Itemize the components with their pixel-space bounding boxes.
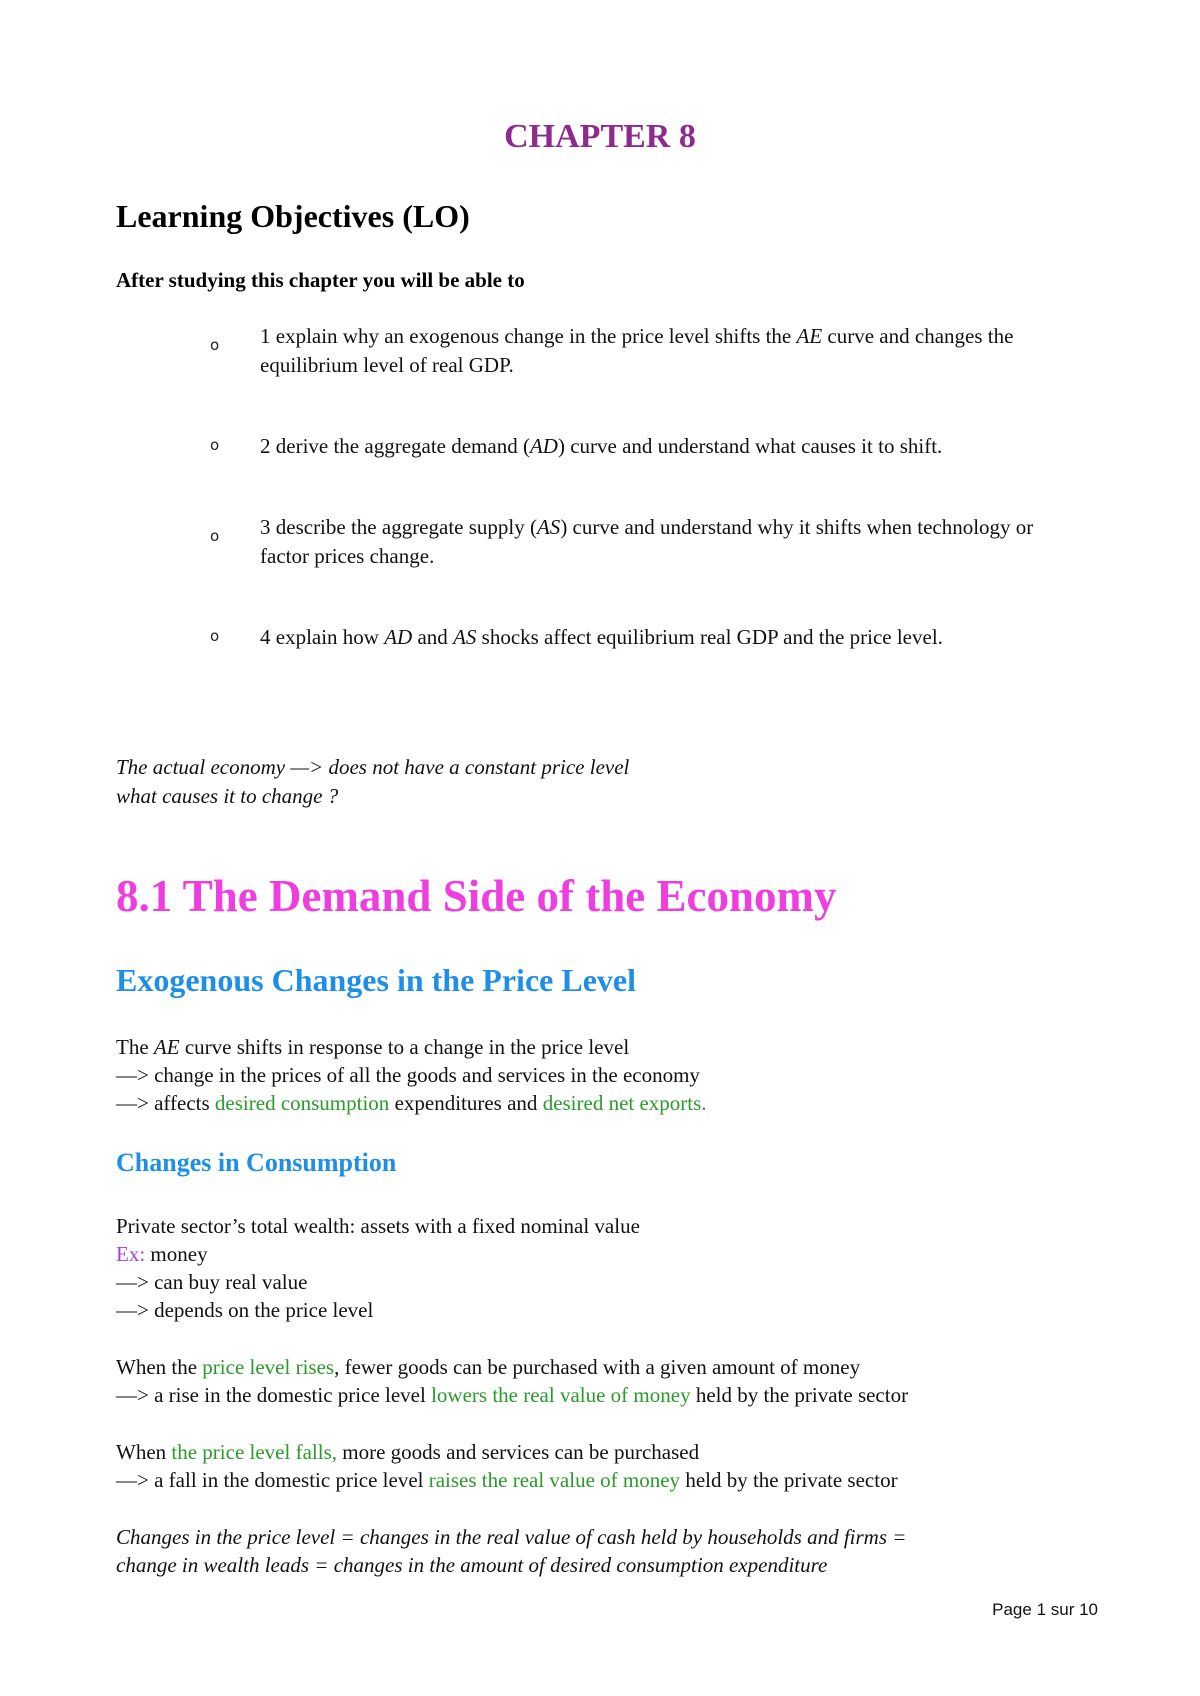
paragraph-line: The AE curve shifts in response to a change in the price level xyxy=(116,1035,630,1059)
page-number: Page 1 sur 10 xyxy=(992,1600,1098,1619)
paragraph-line: When the price level rises, fewer goods can be purchased with a given amount of money xyxy=(116,1355,861,1379)
sub-subsection-title: Changes in Consumption xyxy=(116,1148,397,1177)
paragraph-line: Private sector’s total wealth: assets with a fixed nominal value xyxy=(116,1214,640,1238)
objective-text: 2 derive the aggregate demand (AD) curve and understand what causes it to shift. xyxy=(260,434,943,458)
italic-summary-line: change in wealth leads = changes in the amount of desired consumption expenditure xyxy=(116,1553,828,1577)
objective-text: 1 explain why an exogenous change in the price level shifts the AE curve and changes the equilibrium level of real GDP. xyxy=(260,324,1014,377)
paragraph-line: —> can buy real value xyxy=(116,1270,308,1294)
paragraph-line: —> a fall in the domestic price level raises the real value of money held by the private sector xyxy=(116,1468,898,1492)
italic-note: The actual economy —> does not have a constant price level xyxy=(116,755,630,779)
learning-objectives-intro: After studying this chapter you will be able to xyxy=(116,268,525,292)
bullet-circle-icon: o xyxy=(210,336,220,354)
section-title: 8.1 The Demand Side of the Economy xyxy=(116,871,837,921)
bullet-circle-icon: o xyxy=(210,527,220,545)
example-label: Ex: xyxy=(116,1242,146,1266)
learning-objectives-heading: Learning Objectives (LO) xyxy=(116,198,470,234)
objective-text: 3 describe the aggregate supply (AS) curve and understand why it shifts when technology or factor prices change. xyxy=(260,515,1034,568)
objective-text: 4 explain how AD and AS shocks affect equilibrium real GDP and the price level. xyxy=(260,625,943,649)
paragraph-line: —> affects desired consumption expenditures and desired net exports. xyxy=(116,1091,707,1115)
italic-summary-line: Changes in the price level = changes in the real value of cash held by households and firms = xyxy=(116,1525,907,1549)
paragraph-line: Ex: money xyxy=(116,1242,208,1266)
bullet-circle-icon: o xyxy=(210,436,220,454)
paragraph-line: —> a rise in the domestic price level lowers the real value of money held by the private sector xyxy=(116,1383,909,1407)
subsection-title: Exogenous Changes in the Price Level xyxy=(116,962,636,998)
chapter-title: CHAPTER 8 xyxy=(504,118,696,155)
paragraph-line: —> change in the prices of all the goods and services in the economy xyxy=(116,1063,700,1087)
paragraph-line: —> depends on the price level xyxy=(116,1298,374,1322)
paragraph-line: When the price level falls, more goods and services can be purchased xyxy=(116,1440,700,1464)
italic-note: what causes it to change ? xyxy=(116,784,339,808)
bullet-circle-icon: o xyxy=(210,627,220,645)
